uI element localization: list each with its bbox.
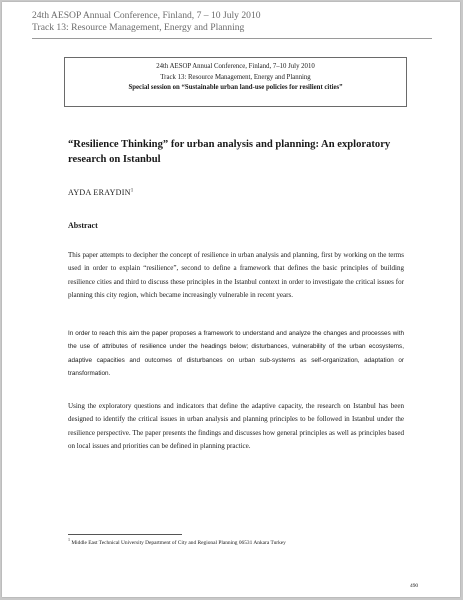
footnote-marker: 1 [68, 537, 70, 543]
header-rule [32, 38, 432, 39]
abstract-paragraph-3: Using the exploratory questions and indicators that define the adaptive capacity, the research on Istanbul has been designed to identify the critical issues in urban analysis and planning principles to be followed in Istanbul under the resilience perspective. The paper presents the findings and discusses how general principles as well as principles based on local issues and priorities can be defined in planning practice. [68, 402, 404, 450]
conference-box-title: 24th AESOP Annual Conference, Finland, 7–10 July 2010 [156, 63, 315, 70]
conference-box-session: Special session on “Sustainable urban land-use policies for resilient cities” [128, 84, 343, 91]
paper-title: “Resilience Thinking” for urban analysis and planning: An exploratory research on Istanbul [68, 139, 391, 165]
paper-page [2, 2, 460, 597]
page-number: 490 [410, 583, 419, 589]
footnote-rule [68, 534, 182, 535]
footnote [68, 539, 286, 547]
author-line [68, 188, 134, 198]
footnote-text: Middle East Technical University Department of City and Regional Planning 06531 Ankara Turkey [70, 540, 286, 546]
abstract-paragraph-2: In order to reach this aim the paper proposes a framework to understand and analyze the changes and processes with the use of attributes of resilience under the headings below; disturbances, vulnerability of the urban ecosystems, adaptive capacities and outcomes of disturbances on urban sub-systems as self-organization, adaptation or transformation. [68, 330, 404, 377]
author-name: AYDA ERAYDIN [68, 188, 131, 197]
running-header [32, 10, 432, 34]
author-footnote-marker[interactable]: 1 [130, 188, 134, 194]
conference-info-box [64, 57, 407, 107]
abstract-heading: Abstract [68, 221, 98, 230]
abstract-paragraph-1: This paper attempts to decipher the concept of resilience in urban analysis and planning, first by working on the terms used in order to explain “resilience”, second to define a framework that defines the basic principles of building resilience cities and third to discuss these principles in the Istanbul context in order to investigate the critical issues for planning this city region, which became increasingly vulnerable in recent years. [68, 251, 404, 299]
running-header-conference: 24th AESOP Annual Conference, Finland, 7 – 10 July 2010 [32, 10, 261, 21]
conference-box-track: Track 13: Resource Management, Energy and Planning [160, 73, 311, 81]
running-header-track: Track 13: Resource Management, Energy and Planning [32, 22, 245, 33]
